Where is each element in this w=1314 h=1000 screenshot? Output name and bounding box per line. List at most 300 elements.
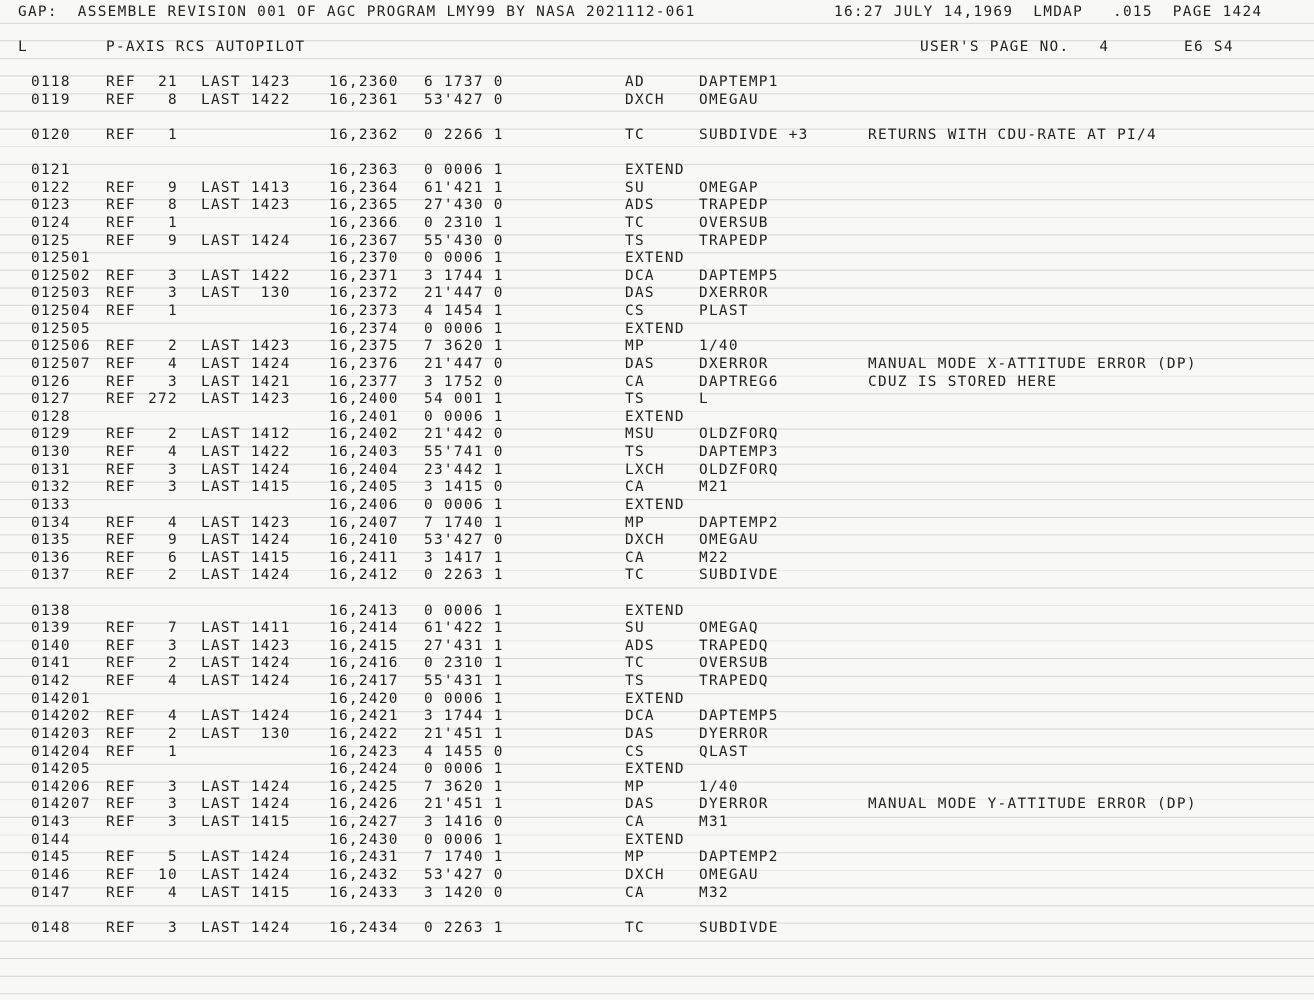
operand: OMEGAP [699, 179, 759, 196]
listing-row [0, 585, 1314, 603]
operand: TRAPEDP [699, 232, 769, 249]
listing-row [0, 532, 1314, 550]
opcode: EXTEND [625, 690, 685, 707]
operand: OVERSUB [699, 655, 769, 672]
address: 16,2411 [329, 549, 399, 566]
line-number: 0136 [31, 549, 71, 566]
last-ref: LAST 1424 [201, 866, 291, 883]
octal-word: 53'427 0 [424, 91, 504, 108]
address: 16,2433 [329, 884, 399, 901]
listing-row [0, 796, 1314, 814]
line-number: 0141 [31, 655, 71, 672]
address: 16,2427 [329, 814, 399, 831]
address: 16,2415 [329, 637, 399, 654]
octal-word: 61'421 1 [424, 179, 504, 196]
listing-row [0, 708, 1314, 726]
line-number: 0124 [31, 214, 71, 231]
last-ref: LAST 1411 [201, 620, 291, 637]
listing-row [0, 391, 1314, 409]
line-number: 012506 [31, 338, 91, 355]
operand: DAPTEMP1 [699, 74, 779, 90]
address: 16,2376 [329, 355, 399, 372]
octal-word: 53'427 0 [424, 532, 504, 549]
listing-row [0, 338, 1314, 356]
address: 16,2370 [329, 250, 399, 267]
operand: SUBDIVDE [699, 919, 779, 936]
address: 16,2366 [329, 214, 399, 231]
listing-row [0, 673, 1314, 691]
line-number: 0137 [31, 567, 71, 584]
line-number: 0144 [31, 831, 71, 848]
address: 16,2412 [329, 567, 399, 584]
octal-word: 23'442 1 [424, 461, 504, 478]
last-ref: LAST 1424 [201, 232, 291, 249]
opcode: TC [625, 126, 645, 143]
address: 16,2410 [329, 532, 399, 549]
ref-count: 3 [168, 778, 178, 795]
listing-row [0, 356, 1314, 374]
opcode: TC [625, 567, 645, 584]
ref-label: REF [106, 214, 136, 231]
listing-row [0, 638, 1314, 656]
octal-word: 6 1737 0 [424, 74, 504, 90]
operand: QLAST [699, 743, 749, 760]
header-title: GAP: ASSEMBLE REVISION 001 OF AGC PROGRAM LMY99 BY NASA 2021112-061 [18, 4, 696, 20]
operand: DAPTEMP2 [699, 514, 779, 531]
address: 16,2423 [329, 743, 399, 760]
ref-label: REF [106, 303, 136, 320]
last-ref: LAST 1415 [201, 884, 291, 901]
octal-word: 3 1744 1 [424, 267, 504, 284]
octal-word: 7 1740 1 [424, 849, 504, 866]
ref-label: REF [106, 655, 136, 672]
ref-label: REF [106, 267, 136, 284]
listing-row [0, 515, 1314, 533]
operand: DYERROR [699, 725, 769, 742]
line-number: 0127 [31, 391, 71, 408]
opcode: CS [625, 743, 645, 760]
opcode: DXCH [625, 866, 665, 883]
address: 16,2425 [329, 778, 399, 795]
ref-label: REF [106, 849, 136, 866]
opcode: TS [625, 232, 645, 249]
line-number: 0143 [31, 814, 71, 831]
operand: M21 [699, 479, 729, 496]
ref-label: REF [106, 549, 136, 566]
octal-word: 0 2266 1 [424, 126, 504, 143]
address: 16,2431 [329, 849, 399, 866]
listing-row [0, 832, 1314, 850]
octal-word: 0 0006 1 [424, 162, 504, 179]
address: 16,2362 [329, 126, 399, 143]
address: 16,2367 [329, 232, 399, 249]
line-number: 0132 [31, 479, 71, 496]
last-ref: LAST 1422 [201, 91, 291, 108]
ref-count: 4 [168, 884, 178, 901]
listing-row [0, 497, 1314, 515]
operand: DAPTEMP5 [699, 708, 779, 725]
octal-word: 3 1417 1 [424, 549, 504, 566]
ref-count: 272 [148, 391, 178, 408]
last-ref: LAST 1422 [201, 267, 291, 284]
comment: MANUAL MODE Y-ATTITUDE ERROR (DP) [868, 796, 1197, 813]
listing-row [0, 233, 1314, 251]
operand: DXERROR [699, 355, 769, 372]
octal-word: 4 1455 0 [424, 743, 504, 760]
octal-word: 27'430 0 [424, 197, 504, 214]
comment: RETURNS WITH CDU-RATE AT PI/4 [868, 126, 1157, 143]
operand: DAPTEMP3 [699, 444, 779, 461]
ref-count: 9 [168, 532, 178, 549]
octal-word: 55'741 0 [424, 444, 504, 461]
ref-label: REF [106, 179, 136, 196]
operand: TRAPEDQ [699, 637, 769, 654]
ref-label: REF [106, 637, 136, 654]
ref-count: 2 [168, 655, 178, 672]
opcode: ADS [625, 197, 655, 214]
last-ref: LAST 1424 [201, 355, 291, 372]
comment: CDUZ IS STORED HERE [868, 373, 1058, 390]
last-ref: LAST 1423 [201, 637, 291, 654]
octal-word: 21'451 1 [424, 796, 504, 813]
ref-label: REF [106, 373, 136, 390]
ref-count: 4 [168, 444, 178, 461]
octal-word: 55'430 0 [424, 232, 504, 249]
opcode: TS [625, 673, 645, 690]
ref-count: 2 [168, 725, 178, 742]
opcode: EXTEND [625, 496, 685, 513]
ref-label: REF [106, 673, 136, 690]
opcode: DXCH [625, 91, 665, 108]
opcode: SU [625, 179, 645, 196]
opcode: DCA [625, 708, 655, 725]
listing-row [0, 761, 1314, 779]
opcode: DAS [625, 355, 655, 372]
opcode: SU [625, 620, 645, 637]
line-number: 012502 [31, 267, 91, 284]
line-number: 0126 [31, 373, 71, 390]
ref-label: REF [106, 567, 136, 584]
ref-label: REF [106, 391, 136, 408]
line-number: 012503 [31, 285, 91, 302]
ref-label: REF [106, 725, 136, 742]
operand: 1/40 [699, 338, 739, 355]
last-ref: LAST 1413 [201, 179, 291, 196]
ref-count: 21 [158, 74, 178, 90]
opcode: EXTEND [625, 408, 685, 425]
address: 16,2377 [329, 373, 399, 390]
ref-label: REF [106, 796, 136, 813]
opcode: DAS [625, 285, 655, 302]
ref-label: REF [106, 461, 136, 478]
ref-count: 1 [168, 126, 178, 143]
opcode: DAS [625, 796, 655, 813]
section-title: P-AXIS RCS AUTOPILOT [106, 39, 306, 55]
line-number: 0148 [31, 919, 71, 936]
user-page-number: USER'S PAGE NO. 4 [920, 39, 1110, 55]
ref-count: 4 [168, 355, 178, 372]
octal-word: 53'427 0 [424, 866, 504, 883]
address: 16,2404 [329, 461, 399, 478]
line-number: 0120 [31, 126, 71, 143]
opcode: CA [625, 479, 645, 496]
listing-row [0, 462, 1314, 480]
line-number: 012507 [31, 355, 91, 372]
ref-count: 2 [168, 426, 178, 443]
octal-word: 21'447 0 [424, 285, 504, 302]
listing-row [0, 603, 1314, 621]
ref-label: REF [106, 91, 136, 108]
address: 16,2414 [329, 620, 399, 637]
line-number: 0140 [31, 637, 71, 654]
octal-word: 0 2263 1 [424, 567, 504, 584]
header-timestamp-page: 16:27 JULY 14,1969 LMDAP .015 PAGE 1424 [834, 4, 1263, 20]
opcode: CA [625, 814, 645, 831]
opcode: MP [625, 514, 645, 531]
listing-row [0, 550, 1314, 568]
line-number: 0125 [31, 232, 71, 249]
line-number: 0121 [31, 162, 71, 179]
octal-word: 3 1744 1 [424, 708, 504, 725]
last-ref: LAST 1415 [201, 549, 291, 566]
last-ref: LAST 1424 [201, 708, 291, 725]
octal-word: 27'431 1 [424, 637, 504, 654]
ref-count: 2 [168, 567, 178, 584]
octal-word: 0 0006 1 [424, 831, 504, 848]
address: 16,2363 [329, 162, 399, 179]
ref-count: 8 [168, 197, 178, 214]
listing-row [0, 127, 1314, 145]
listing-row [0, 726, 1314, 744]
line-number: 014201 [31, 690, 91, 707]
opcode: AD [625, 74, 645, 90]
line-number: 014204 [31, 743, 91, 760]
operand: 1/40 [699, 778, 739, 795]
line-number: 012504 [31, 303, 91, 320]
listing-row [0, 779, 1314, 797]
ref-count: 3 [168, 796, 178, 813]
last-ref: LAST 1423 [201, 74, 291, 90]
last-ref: LAST 1424 [201, 673, 291, 690]
octal-word: 61'422 1 [424, 620, 504, 637]
ref-count: 3 [168, 919, 178, 936]
address: 16,2360 [329, 74, 399, 90]
listing-row [0, 268, 1314, 286]
opcode: LXCH [625, 461, 665, 478]
ref-count: 1 [168, 743, 178, 760]
ref-label: REF [106, 708, 136, 725]
line-number: 0123 [31, 197, 71, 214]
opcode: EXTEND [625, 162, 685, 179]
last-ref: LAST 1421 [201, 373, 291, 390]
ref-label: REF [106, 919, 136, 936]
octal-word: 0 2310 1 [424, 214, 504, 231]
line-number: 0138 [31, 602, 71, 619]
ref-label: REF [106, 479, 136, 496]
last-ref: LAST 1424 [201, 532, 291, 549]
opcode: EXTEND [625, 831, 685, 848]
line-number: 014205 [31, 761, 91, 778]
ref-label: REF [106, 285, 136, 302]
octal-word: 21'447 0 [424, 355, 504, 372]
ref-count: 7 [168, 620, 178, 637]
line-number: 0128 [31, 408, 71, 425]
address: 16,2374 [329, 320, 399, 337]
octal-word: 0 2263 1 [424, 919, 504, 936]
ref-label: REF [106, 814, 136, 831]
ref-count: 3 [168, 373, 178, 390]
address: 16,2417 [329, 673, 399, 690]
operand: SUBDIVDE [699, 567, 779, 584]
ref-count: 4 [168, 673, 178, 690]
ref-label: REF [106, 778, 136, 795]
opcode: TS [625, 391, 645, 408]
address: 16,2430 [329, 831, 399, 848]
listing-row [0, 197, 1314, 215]
last-ref: LAST 1424 [201, 655, 291, 672]
octal-word: 21'442 0 [424, 426, 504, 443]
line-number: 0139 [31, 620, 71, 637]
operand: DAPTEMP2 [699, 849, 779, 866]
operand: M22 [699, 549, 729, 566]
octal-word: 0 0006 1 [424, 602, 504, 619]
operand: M32 [699, 884, 729, 901]
last-ref: LAST 1424 [201, 919, 291, 936]
ref-label: REF [106, 444, 136, 461]
address: 16,2365 [329, 197, 399, 214]
octal-word: 0 0006 1 [424, 320, 504, 337]
listing-row [0, 902, 1314, 920]
section-mark: L [18, 39, 28, 55]
opcode: TS [625, 444, 645, 461]
line-number: 012505 [31, 320, 91, 337]
last-ref: LAST 1423 [201, 391, 291, 408]
listing-row [0, 567, 1314, 585]
address: 16,2413 [329, 602, 399, 619]
ref-count: 3 [168, 461, 178, 478]
section-code: E6 S4 [1184, 39, 1234, 55]
operand: OVERSUB [699, 214, 769, 231]
listing-row [0, 920, 1314, 938]
operand: DAPTEMP5 [699, 267, 779, 284]
ref-label: REF [106, 126, 136, 143]
octal-word: 7 3620 1 [424, 778, 504, 795]
ref-count: 6 [168, 549, 178, 566]
line-number: 014202 [31, 708, 91, 725]
operand: OMEGAQ [699, 620, 759, 637]
listing-row [0, 162, 1314, 180]
octal-word: 0 2310 1 [424, 655, 504, 672]
line-number: 0131 [31, 461, 71, 478]
ref-count: 1 [168, 303, 178, 320]
opcode: CA [625, 373, 645, 390]
listing-row [0, 303, 1314, 321]
last-ref: LAST 1423 [201, 514, 291, 531]
ref-count: 10 [158, 866, 178, 883]
octal-word: 0 0006 1 [424, 250, 504, 267]
octal-word: 3 1752 0 [424, 373, 504, 390]
ref-count: 4 [168, 708, 178, 725]
ref-count: 3 [168, 267, 178, 284]
operand: OMEGAU [699, 532, 759, 549]
line-number: 0119 [31, 91, 71, 108]
ref-count: 4 [168, 514, 178, 531]
line-number: 0129 [31, 426, 71, 443]
opcode: MP [625, 778, 645, 795]
listing-row [0, 655, 1314, 673]
address: 16,2401 [329, 408, 399, 425]
ref-count: 2 [168, 338, 178, 355]
address: 16,2375 [329, 338, 399, 355]
opcode: EXTEND [625, 602, 685, 619]
octal-word: 21'451 1 [424, 725, 504, 742]
opcode: TC [625, 214, 645, 231]
line-number: 0122 [31, 179, 71, 196]
listing-row [0, 409, 1314, 427]
octal-word: 0 0006 1 [424, 496, 504, 513]
address: 16,2405 [329, 479, 399, 496]
listing-row [0, 849, 1314, 867]
listing-row [0, 321, 1314, 339]
address: 16,2364 [329, 179, 399, 196]
address: 16,2402 [329, 426, 399, 443]
operand: OMEGAU [699, 91, 759, 108]
listing-row [0, 109, 1314, 127]
line-number: 0134 [31, 514, 71, 531]
ref-label: REF [106, 232, 136, 249]
operand: SUBDIVDE +3 [699, 126, 809, 143]
listing-row [0, 92, 1314, 110]
line-number: 0130 [31, 444, 71, 461]
octal-word: 55'431 1 [424, 673, 504, 690]
address: 16,2416 [329, 655, 399, 672]
octal-word: 54 001 1 [424, 391, 504, 408]
opcode: TC [625, 919, 645, 936]
last-ref: LAST 1412 [201, 426, 291, 443]
ref-count: 1 [168, 214, 178, 231]
opcode: DCA [625, 267, 655, 284]
listing-row [0, 74, 1314, 92]
octal-word: 4 1454 1 [424, 303, 504, 320]
last-ref: LAST 130 [201, 285, 291, 302]
operand: DAPTREG6 [699, 373, 779, 390]
last-ref: LAST 130 [201, 725, 291, 742]
listing-row [0, 867, 1314, 885]
ref-label: REF [106, 884, 136, 901]
octal-word: 7 3620 1 [424, 338, 504, 355]
octal-word: 7 1740 1 [424, 514, 504, 531]
ref-count: 9 [168, 232, 178, 249]
listing-row [0, 374, 1314, 392]
last-ref: LAST 1415 [201, 479, 291, 496]
line-number: 0118 [31, 74, 71, 90]
listing-row [0, 479, 1314, 497]
listing-row [0, 144, 1314, 162]
listing-row [0, 444, 1314, 462]
octal-word: 0 0006 1 [424, 408, 504, 425]
opcode: DXCH [625, 532, 665, 549]
ref-label: REF [106, 620, 136, 637]
line-number: 014207 [31, 796, 91, 813]
address: 16,2403 [329, 444, 399, 461]
last-ref: LAST 1422 [201, 444, 291, 461]
operand: TRAPEDQ [699, 673, 769, 690]
line-number: 0145 [31, 849, 71, 866]
ref-count: 3 [168, 814, 178, 831]
octal-word: 3 1415 0 [424, 479, 504, 496]
opcode: ADS [625, 637, 655, 654]
comment: MANUAL MODE X-ATTITUDE ERROR (DP) [868, 355, 1197, 372]
